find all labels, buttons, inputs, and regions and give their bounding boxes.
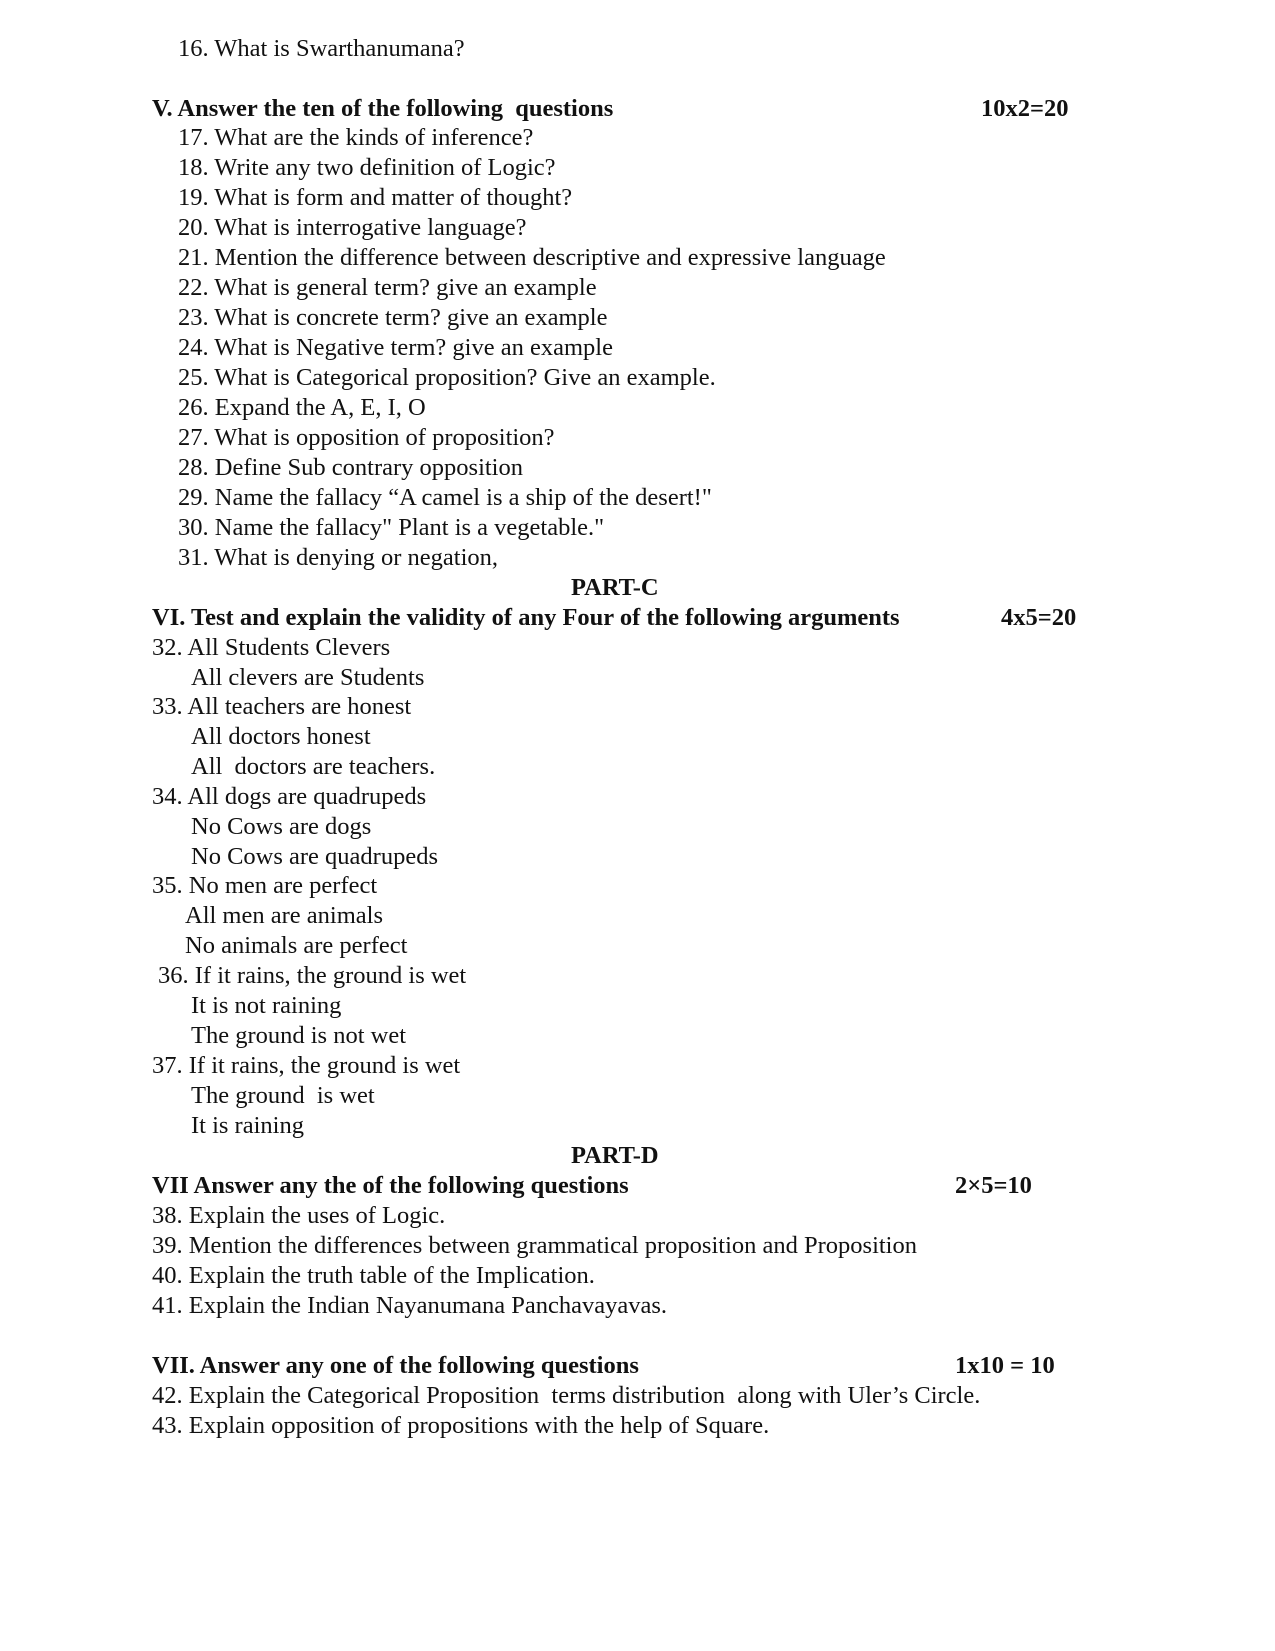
question-17: 17. What are the kinds of inference? [178,124,534,151]
part-d-title: PART-D [571,1142,659,1169]
argument-35-line-3: No animals are perfect [185,932,408,959]
section-vii-b-marks: 1x10 = 10 [955,1352,1055,1379]
argument-36-line-2: It is not raining [191,992,342,1019]
argument-33-line-1: 33. All teachers are honest [152,693,412,720]
question-21: 21. Mention the difference between descriptive and expressive language [178,244,886,271]
question-24: 24. What is Negative term? give an example [178,334,613,361]
question-19: 19. What is form and matter of thought? [178,184,573,211]
section-vii-heading: VII Answer any the of the following questions [152,1172,629,1199]
argument-35-line-2: All men are animals [185,902,383,929]
section-vii-b-heading: VII. Answer any one of the following questions [152,1352,639,1379]
section-vii-marks: 2×5=10 [955,1172,1032,1199]
argument-35-line-1: 35. No men are perfect [152,872,378,899]
question-28: 28. Define Sub contrary opposition [178,454,523,481]
question-26: 26. Expand the A, E, I, O [178,394,426,421]
argument-34-line-1: 34. All dogs are quadrupeds [152,783,427,810]
argument-32-line-2: All clevers are Students [191,664,425,691]
question-43: 43. Explain opposition of propositions with the help of Square. [152,1412,770,1439]
question-38: 38. Explain the uses of Logic. [152,1202,446,1229]
section-v-heading: V. Answer the ten of the following questions [152,95,614,122]
argument-36-line-3: The ground is not wet [191,1022,407,1049]
argument-37-line-3: It is raining [191,1112,304,1139]
section-vi-heading: VI. Test and explain the validity of any Four of the following arguments [152,604,900,631]
part-c-title: PART-C [571,574,659,601]
question-41: 41. Explain the Indian Nayanumana Panchavayavas. [152,1292,668,1319]
argument-37-line-2: The ground is wet [191,1082,375,1109]
argument-32-line-1: 32. All Students Clevers [152,634,391,661]
argument-34-line-3: No Cows are quadrupeds [191,843,438,870]
question-27: 27. What is opposition of proposition? [178,424,555,451]
argument-36-line-1: 36. If it rains, the ground is wet [158,962,467,989]
question-20: 20. What is interrogative language? [178,214,527,241]
question-18: 18. Write any two definition of Logic? [178,154,556,181]
question-23: 23. What is concrete term? give an example [178,304,608,331]
question-30: 30. Name the fallacy" Plant is a vegetable." [178,514,605,541]
section-vi-marks: 4x5=20 [1001,604,1077,631]
question-42: 42. Explain the Categorical Proposition terms distribution along with Uler’s Circle. [152,1382,981,1409]
question-29: 29. Name the fallacy “A camel is a ship of the desert!" [178,484,712,511]
question-31: 31. What is denying or negation, [178,544,499,571]
question-40: 40. Explain the truth table of the Implication. [152,1262,595,1289]
section-v-marks: 10x2=20 [981,95,1069,122]
argument-33-line-3: All doctors are teachers. [191,753,436,780]
question-16: 16. What is Swarthanumana? [178,35,465,62]
question-39: 39. Mention the differences between grammatical proposition and Proposition [152,1232,917,1259]
question-25: 25. What is Categorical proposition? Give an example. [178,364,716,391]
argument-37-line-1: 37. If it rains, the ground is wet [152,1052,461,1079]
question-22: 22. What is general term? give an example [178,274,597,301]
argument-34-line-2: No Cows are dogs [191,813,372,840]
argument-33-line-2: All doctors honest [191,723,371,750]
